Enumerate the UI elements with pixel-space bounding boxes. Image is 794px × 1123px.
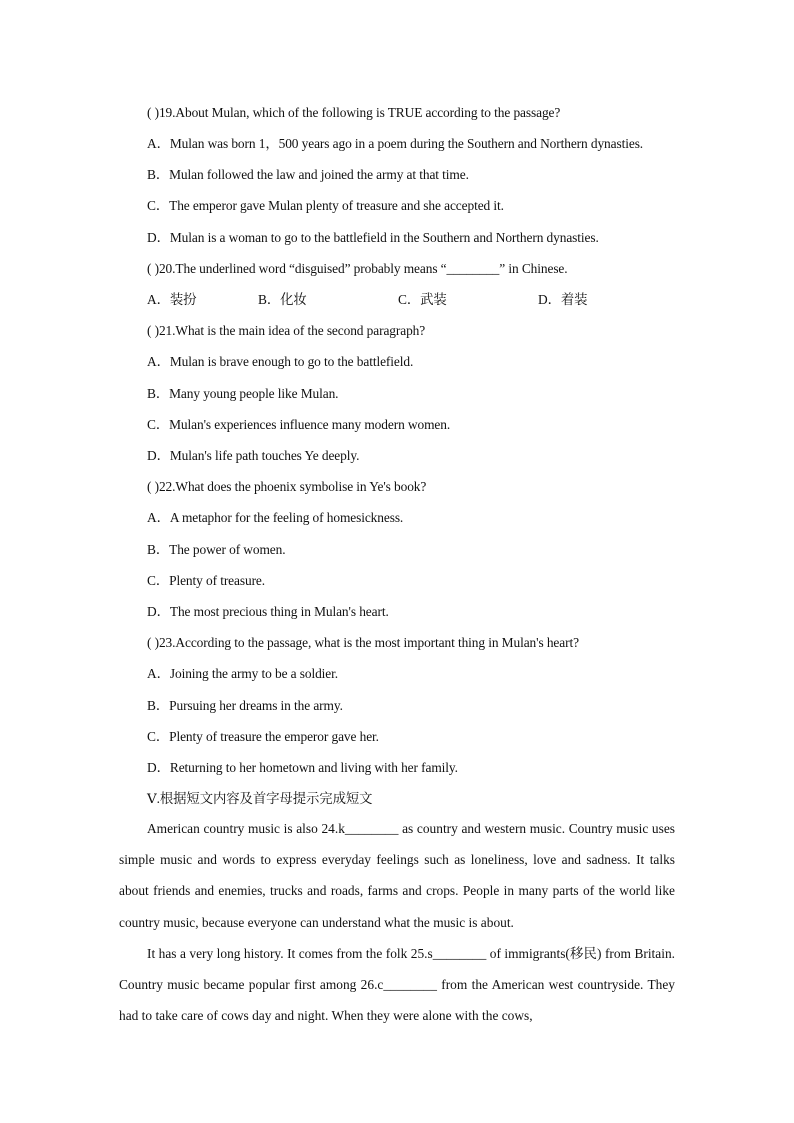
question-22-option-a: A．A metaphor for the feeling of homesickness. <box>147 510 404 525</box>
question-22-option-b: B．The power of women. <box>147 542 286 557</box>
question-22-option-c: C．Plenty of treasure. <box>147 573 266 588</box>
question-23-stem: ( )23.According to the passage, what is the most important thing in Mulan's heart? <box>147 635 579 650</box>
question-21-option-b: B．Many young people like Mulan. <box>147 386 339 401</box>
question-20-option-b: B．化妆 <box>258 292 307 307</box>
question-20-option-d: D．着装 <box>538 292 588 307</box>
question-19-option-d: D．Mulan is a woman to go to the battlefield in the Southern and Northern dynasties. <box>147 230 599 245</box>
question-19-stem: ( )19.About Mulan, which of the following is TRUE according to the passage? <box>147 105 561 120</box>
passage-paragraph-1-text: American country music is also 24.k________ as country and western music. Country music uses simple music and words to express everyday feelings such as loneliness, love and sadness. It talks about friends and enemies, trucks and roads, farms and crops. People in many parts of the world like country music, because everyone can understand what the music is about. <box>119 821 675 930</box>
question-23-option-d: D．Returning to her hometown and living with her family. <box>147 760 458 775</box>
question-21-option-a: A．Mulan is brave enough to go to the battlefield. <box>147 354 414 369</box>
question-22-option-d: D．The most precious thing in Mulan's heart. <box>147 604 389 619</box>
passage-paragraph-1 <box>119 813 675 938</box>
question-19-option-a: A．Mulan was born 1，500 years ago in a poem during the Southern and Northern dynasties. <box>147 136 644 151</box>
question-21-stem: ( )21.What is the main idea of the second paragraph? <box>147 323 426 338</box>
passage-paragraph-2 <box>119 938 675 1032</box>
section-heading: Ⅴ.根据短文内容及首字母提示完成短文 <box>147 791 373 806</box>
question-23-option-c: C．Plenty of treasure the emperor gave her. <box>147 729 379 744</box>
question-21-option-d: D．Mulan's life path touches Ye deeply. <box>147 448 360 463</box>
question-23-option-b: B．Pursuing her dreams in the army. <box>147 698 343 713</box>
question-21-option-c: C．Mulan's experiences influence many modern women. <box>147 417 451 432</box>
question-19-option-b: B．Mulan followed the law and joined the army at that time. <box>147 167 469 182</box>
question-20-stem: ( )20.The underlined word “disguised” probably means “________” in Chinese. <box>147 261 568 276</box>
question-20-option-c: C．武装 <box>398 292 447 307</box>
question-22-stem: ( )22.What does the phoenix symbolise in Ye's book? <box>147 479 427 494</box>
passage-paragraph-2-text: It has a very long history. It comes from the folk 25.s________ of immigrants(移民) from Britain. Country music became popular first among 26.c________ from the American west countryside. They had to take care of cows day and night. When they were alone with the cows, <box>119 946 675 1024</box>
question-20-option-a: A．装扮 <box>147 292 197 307</box>
question-23-option-a: A．Joining the army to be a soldier. <box>147 666 339 681</box>
question-19-option-c: C．The emperor gave Mulan plenty of treasure and she accepted it. <box>147 198 504 213</box>
